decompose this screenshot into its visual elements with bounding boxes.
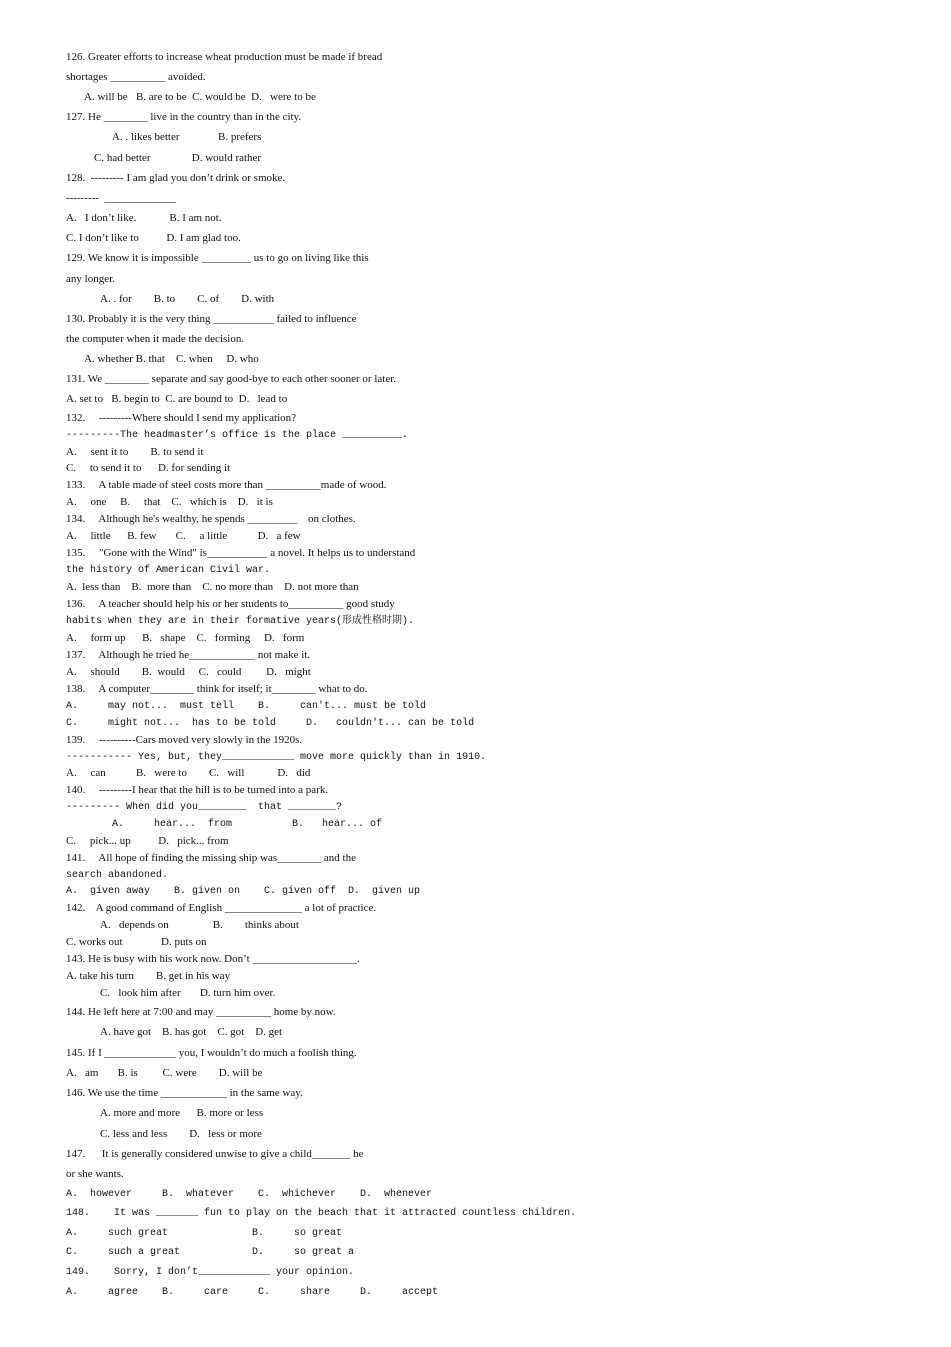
text-line-21: A. sent it to B. to send it: [66, 446, 204, 458]
text-line-67: 149. Sorry, I don’t____________ your opinion.: [66, 1267, 355, 1278]
text-line-7: 128. --------- I am glad you don’t drink or smoke.: [66, 172, 286, 184]
text-line-2: shortages __________ avoided.: [66, 71, 206, 83]
text-line-38: 139. ----------Cars moved very slowly in the 1920s.: [66, 734, 303, 746]
text-line-45: 141. All hope of finding the missing ship was________ and the: [66, 852, 356, 864]
text-line-32: A. form up B. shape C. forming D. form: [66, 632, 305, 644]
text-line-36: A. may not... must tell B. can't... must be told: [66, 701, 427, 712]
text-line-55: A. have got B. has got C. got D. get: [100, 1026, 283, 1038]
text-line-24: A. one B. that C. which is D. it is: [66, 496, 273, 508]
text-line-49: A. depends on B. thinks about: [100, 919, 299, 931]
text-line-64: 148. It was _______ fun to play on the beach that it attracted countless children.: [66, 1208, 577, 1219]
text-line-48: 142. A good command of English ______________ a lot of practice.: [66, 902, 377, 914]
text-line-6: C. had better D. would rather: [94, 152, 262, 164]
text-line-23: 133. A table made of steel costs more than __________made of wood.: [66, 479, 387, 491]
text-line-8: --------- _____________: [66, 192, 176, 204]
text-line-56: 145. If I _____________ you, I wouldn’t do much a foolish thing.: [66, 1047, 357, 1059]
text-line-3: A. will be B. are to be C. would be D. were to be: [84, 91, 316, 103]
text-line-34: A. should B. would C. could D. might: [66, 666, 311, 678]
text-line-20: ---------The headmaster’s office is the place __________.: [66, 430, 409, 441]
text-line-53: C. look him after D. turn him over.: [100, 987, 276, 999]
text-line-12: any longer.: [66, 273, 115, 285]
text-line-5: A. . likes better B. prefers: [112, 131, 262, 143]
text-line-39: ----------- Yes, but, they____________ move more quickly than in 1910.: [66, 752, 487, 763]
text-line-11: 129. We know it is impossible _________ us to go on living like this: [66, 252, 369, 264]
text-line-14: 130. Probably it is the very thing ___________ failed to influence: [66, 313, 357, 325]
text-line-31: habits when they are in their formative years(形成性格时期).: [66, 616, 415, 627]
text-line-15: the computer when it made the decision.: [66, 333, 245, 345]
text-line-62: or she wants.: [66, 1168, 124, 1180]
text-line-41: 140. ---------I hear that the hill is to be turned into a park.: [66, 784, 329, 796]
text-line-40: A. can B. were to C. will D. did: [66, 767, 311, 779]
text-line-66: C. such a great D. so great a: [66, 1247, 355, 1258]
text-line-35: 138. A computer________ think for itself; it________ what to do.: [66, 683, 368, 695]
text-line-33: 137. Although he tried he____________ not make it.: [66, 649, 311, 661]
text-line-60: C. less and less D. less or more: [100, 1128, 262, 1140]
text-line-37: C. might not... has to be told D. couldn't... can be told: [66, 718, 475, 729]
text-line-22: C. to send it to D. for sending it: [66, 462, 231, 474]
text-line-61: 147. It is generally considered unwise to give a child_______ he: [66, 1148, 364, 1160]
text-line-27: 135. "Gone with the Wind" is___________ a novel. It helps us to understand: [66, 547, 416, 559]
text-line-58: 146. We use the time ____________ in the same way.: [66, 1087, 303, 1099]
text-line-10: C. I don’t like to D. I am glad too.: [66, 232, 241, 244]
text-line-1: 126. Greater efforts to increase wheat production must be made if bread: [66, 51, 383, 63]
text-line-28: the history of American Civil war.: [66, 565, 271, 576]
text-line-65: A. such great B. so great: [66, 1228, 343, 1239]
text-line-43: A. hear... from B. hear... of: [112, 819, 383, 830]
text-line-52: A. take his turn B. get in his way: [66, 970, 231, 982]
text-line-63: A. however B. whatever C. whichever D. whenever: [66, 1189, 433, 1200]
text-line-18: A. set to B. begin to C. are bound to D. lead to: [66, 393, 288, 405]
text-line-17: 131. We ________ separate and say good-bye to each other sooner or later.: [66, 373, 397, 385]
text-line-51: 143. He is busy with his work now. Don’t ___________________.: [66, 953, 360, 965]
text-line-19: 132. ---------Where should I send my application?: [66, 412, 297, 424]
text-line-46: search abandoned.: [66, 870, 169, 881]
text-line-4: 127. He ________ live in the country than in the city.: [66, 111, 302, 123]
text-line-68: A. agree B. care C. share D. accept: [66, 1287, 439, 1298]
text-line-29: A. less than B. more than C. no more than D. not more than: [66, 581, 359, 593]
text-line-30: 136. A teacher should help his or her students to__________ good study: [66, 598, 395, 610]
text-line-9: A. I don’t like. B. I am not.: [66, 212, 222, 224]
text-line-57: A. am B. is C. were D. will be: [66, 1067, 263, 1079]
text-line-25: 134. Although he's wealthy, he spends _________ on clothes.: [66, 513, 356, 525]
text-line-47: A. given away B. given on C. given off D. given up: [66, 886, 421, 897]
text-line-44: C. pick... up D. pick... from: [66, 835, 229, 847]
text-line-13: A. . for B. to C. of D. with: [100, 293, 275, 305]
text-line-59: A. more and more B. more or less: [100, 1107, 264, 1119]
text-line-50: C. works out D. puts on: [66, 936, 207, 948]
text-line-42: --------- When did you________ that ________?: [66, 802, 343, 813]
text-line-26: A. little B. few C. a little D. a few: [66, 530, 301, 542]
text-line-16: A. whether B. that C. when D. who: [84, 353, 259, 365]
text-line-54: 144. He left here at 7:00 and may __________ home by now.: [66, 1006, 336, 1018]
